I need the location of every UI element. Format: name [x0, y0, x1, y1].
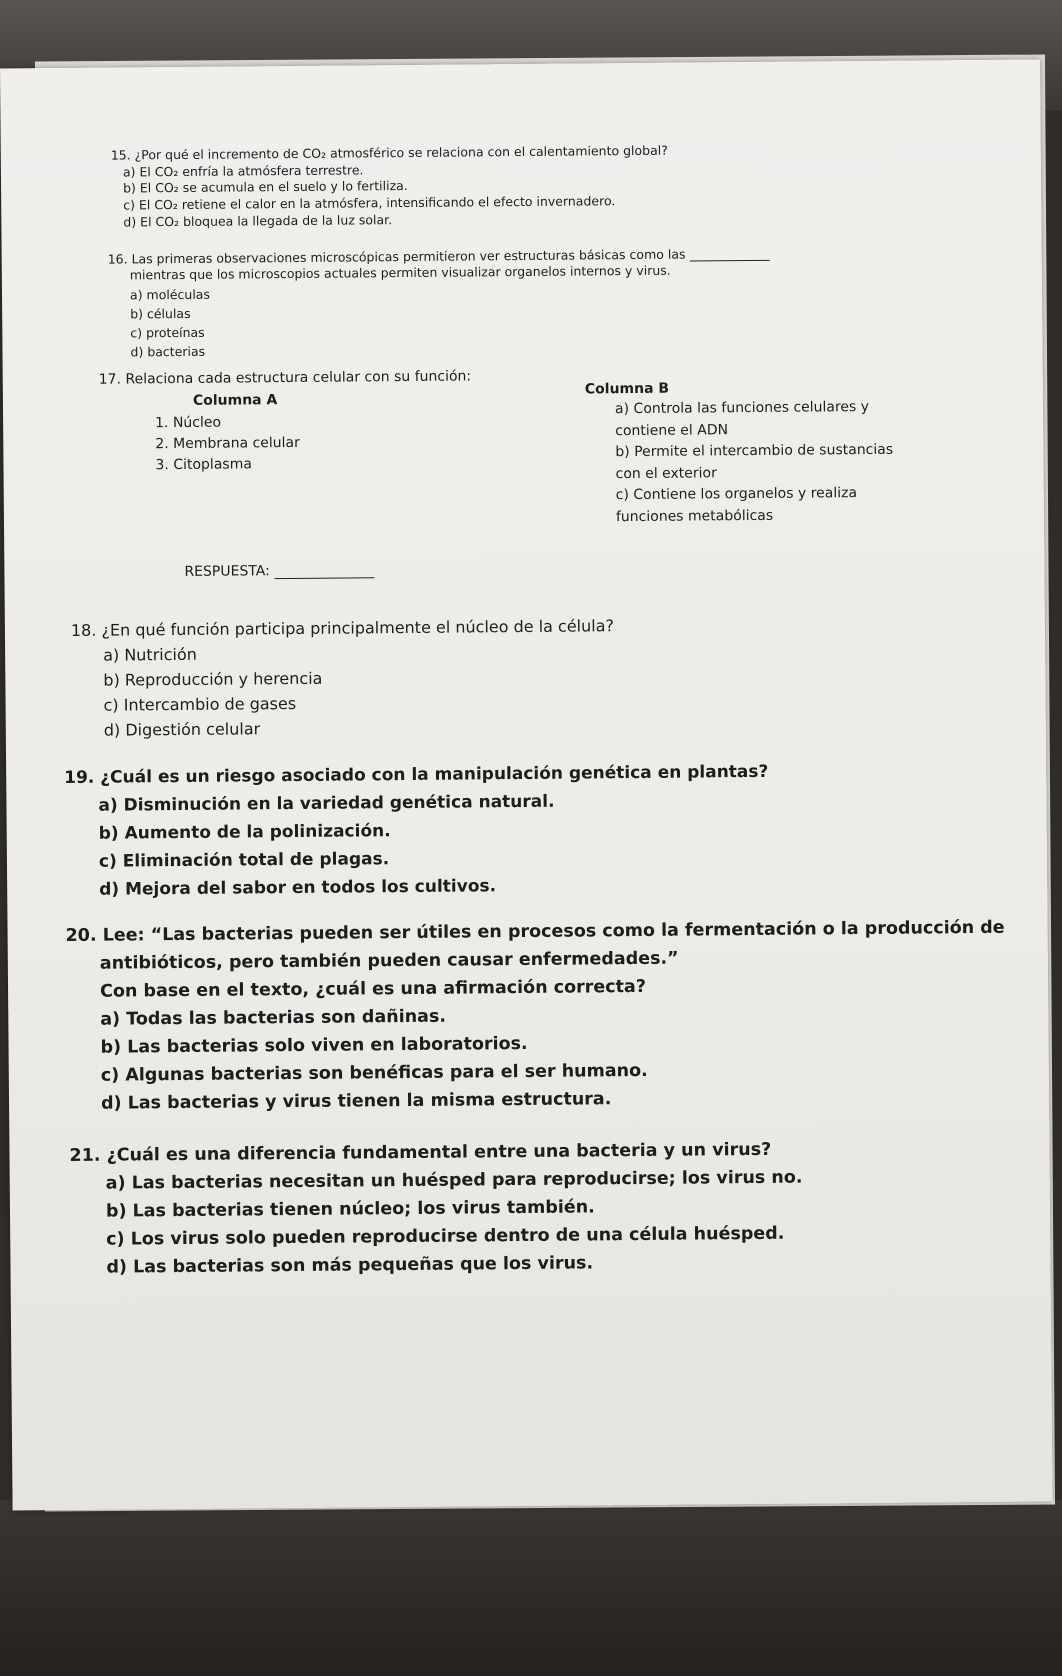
q16-option-a: a) moléculas: [129, 286, 211, 303]
q18-option-b: b) Reproducción y herencia: [103, 668, 323, 690]
q20-option-d: d) Las bacterias y virus tienen la misma estructura.: [100, 1089, 612, 1114]
q17-col-b-line-6: funciones metabólicas: [615, 507, 774, 526]
q18-option-a: a) Nutrición: [103, 644, 197, 665]
q15-option-a: a) El CO₂ enfría la atmósfera terrestre.: [122, 162, 364, 180]
q16-stem-line2: mientras que los microscopios actuales permiten visualizar organelos internos y virus.: [129, 262, 671, 283]
q17-column-b-title: Columna B: [584, 380, 670, 398]
q20-stem-line2: antibióticos, pero también pueden causar enfermedades.”: [99, 948, 679, 974]
q21-stem: 21. ¿Cuál es una diferencia fundamental entre una bacteria y un virus?: [69, 1139, 772, 1166]
q17-column-a-title: Columna A: [192, 392, 278, 409]
q21-option-a: a) Las bacterias necesitan un huésped para reproducirse; los virus no.: [105, 1167, 803, 1194]
q15-option-b: b) El CO₂ se acumula en el suelo y lo fertiliza.: [123, 177, 408, 196]
q17-col-b-line-2: contiene el ADN: [615, 422, 729, 440]
q20-option-c: c) Algunas bacterias son benéficas para el ser humano.: [100, 1060, 648, 1086]
q17-col-b-line-5: c) Contiene los organelos y realiza: [615, 485, 858, 504]
q17-col-a-item-1: 1. Núcleo: [155, 414, 222, 432]
q20-option-a: a) Todas las bacterias son dañinas.: [100, 1006, 447, 1030]
q19-option-d: d) Mejora del sabor en todos los cultivos.: [99, 876, 497, 900]
q20-stem-line1: 20. Lee: “Las bacterias pueden ser útiles en procesos como la fermentación o la producción de: [65, 917, 1005, 946]
q15-option-d: d) El CO₂ bloquea la llegada de la luz solar.: [123, 212, 393, 230]
q19-option-c: c) Eliminación total de plagas.: [98, 849, 390, 872]
q17-stem: 17. Relaciona cada estructura celular con su función:: [98, 368, 472, 388]
worksheet-page: [0, 59, 1053, 1510]
background-bottom: [0, 1500, 1062, 1676]
q21-option-b: b) Las bacterias tienen núcleo; los virus también.: [105, 1197, 595, 1222]
q21-option-d: d) Las bacterias son más pequeñas que los virus.: [106, 1253, 594, 1278]
q17-col-a-item-3: 3. Citoplasma: [155, 456, 252, 474]
q16-option-d: d) bacterias: [130, 343, 206, 360]
q21-option-c: c) Los virus solo pueden reproducirse dentro de una célula huésped.: [106, 1223, 785, 1250]
q17-answer-blank[interactable]: [274, 563, 374, 579]
q19-option-b: b) Aumento de la polinización.: [98, 821, 391, 844]
q15-option-c: c) El CO₂ retiene el calor en la atmósfera, intensificando el efecto invernadero.: [123, 193, 616, 213]
q20-option-b: b) Las bacterias solo viven en laboratorios.: [100, 1033, 528, 1058]
q15-stem: 15. ¿Por qué el incremento de CO₂ atmosférico se relaciona con el calentamiento global?: [110, 142, 668, 163]
q16-answer-blank[interactable]: [689, 248, 769, 262]
q18-option-d: d) Digestión celular: [103, 719, 261, 740]
q19-option-a: a) Disminución en la variedad genética natural.: [98, 791, 555, 816]
q17-col-a-item-2: 2. Membrana celular: [155, 434, 300, 453]
q19-stem: 19. ¿Cuál es un riesgo asociado con la manipulación genética en plantas?: [64, 761, 769, 789]
q17-col-b-line-3: b) Permite el intercambio de sustancias: [615, 441, 894, 461]
q16-stem-line1: 16. Las primeras observaciones microscópicas permitieron ver estructuras básicas como las: [107, 246, 686, 267]
q16-option-c: c) proteínas: [130, 324, 205, 341]
q17-col-b-line-4: con el exterior: [615, 465, 717, 483]
q16-option-b: b) células: [130, 305, 191, 322]
q18-stem: 18. ¿En qué función participa principalmente el núcleo de la célula?: [70, 616, 615, 640]
q20-stem-line3: Con base en el texto, ¿cuál es una afirmación correcta?: [99, 976, 647, 1002]
q17-col-b-line-1: a) Controla las funciones celulares y: [614, 398, 870, 418]
q17-answer-label: RESPUESTA:: [184, 563, 270, 580]
q18-option-c: c) Intercambio de gases: [103, 693, 297, 715]
